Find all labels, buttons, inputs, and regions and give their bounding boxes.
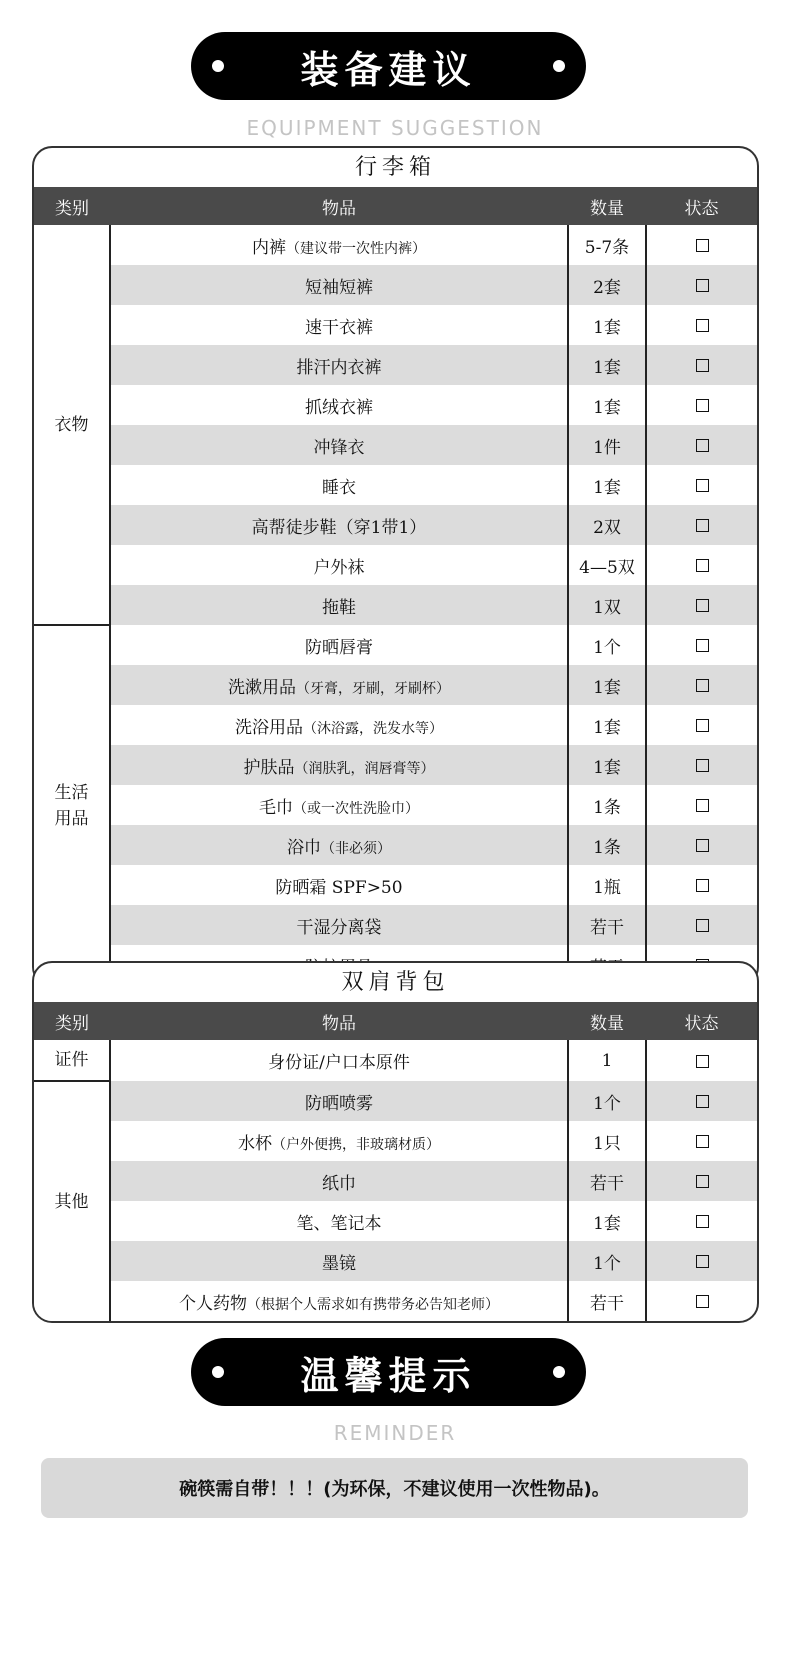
checkbox-icon[interactable] [696,319,709,332]
item-name: 冲锋衣 [313,437,365,458]
table-row [34,705,757,745]
item-cell [110,1081,568,1121]
item-name: 纸巾 [322,1173,356,1194]
item-name: 速干衣裤 [305,317,373,338]
table-row [34,305,757,345]
status-cell [646,1081,757,1121]
item-name: 户外袜 [313,557,365,578]
status-cell [646,305,757,345]
table-title: 行李箱 [354,155,436,180]
table-row [34,625,757,665]
quantity-cell: 1个 [568,1241,646,1281]
quantity-cell: 1双 [568,585,646,625]
item-note: （沐浴露，洗发水等） [303,720,443,737]
item-name: 防晒唇膏 [305,637,373,658]
status-cell [646,385,757,425]
item-name: 浴巾 [287,837,321,858]
status-cell [646,785,757,825]
header-item: 物品 [110,187,568,225]
table-title: 双肩背包 [341,970,450,995]
table-row [34,905,757,945]
table-row [34,385,757,425]
item-name: 毛巾 [259,797,293,818]
item-name: 睡衣 [322,477,356,498]
quantity-cell: 1条 [568,825,646,865]
item-name: 拖鞋 [322,597,356,618]
table-row [34,265,757,305]
header-qty: 数量 [568,187,646,225]
item-cell [110,1201,568,1241]
item-cell [110,465,568,505]
item-note: （润肤乳，润唇膏等） [294,760,435,777]
item-cell [110,705,568,745]
item-note: （建议带一次性内裤） [286,240,426,257]
quantity-cell: 1瓶 [568,865,646,905]
category-cell [34,225,110,625]
status-cell [646,545,757,585]
item-name: 洗漱用品 [228,677,296,698]
checkbox-icon[interactable] [696,1255,709,1268]
item-name: 个人药物 [179,1293,247,1314]
table-row [34,425,757,465]
item-name: 身份证/户口本原件 [268,1053,410,1073]
checkbox-icon[interactable] [696,519,709,532]
checkbox-icon[interactable] [696,359,709,372]
checkbox-icon[interactable] [696,479,709,492]
item-name: 内裤 [252,237,286,258]
status-cell [646,745,757,785]
section-title-pill [191,32,586,100]
status-cell [646,1241,757,1281]
status-cell [646,625,757,665]
luggage-table [34,187,757,985]
quantity-cell: 1套 [568,305,646,345]
item-note: （户外便携，非玻璃材质） [272,1136,440,1153]
item-cell [110,505,568,545]
table-row [34,865,757,905]
item-name: 护肤品 [243,757,295,778]
status-cell [646,225,757,265]
table-row [34,545,757,585]
section-title: 装备建议 [300,47,477,92]
table-row [34,505,757,545]
item-cell [110,1161,568,1201]
status-cell [646,665,757,705]
status-cell [646,265,757,305]
status-cell [646,1121,757,1161]
status-cell [646,1161,757,1201]
table-row [34,345,757,385]
item-cell [110,385,568,425]
status-cell [646,1040,757,1081]
checkbox-icon[interactable] [696,399,709,412]
table-row [34,745,757,785]
quantity-cell: 1套 [568,385,646,425]
status-cell [646,825,757,865]
status-cell [646,465,757,505]
table-row [34,665,757,705]
item-cell [110,825,568,865]
status-cell [646,865,757,905]
item-note: （牙膏，牙刷，牙刷杯） [296,680,450,697]
table-row [34,1201,757,1241]
item-cell [110,1241,568,1281]
item-name: 水杯 [238,1133,272,1154]
dot-icon [553,1366,565,1378]
checkbox-icon[interactable] [696,679,709,692]
item-name: 墨镜 [322,1253,356,1274]
quantity-cell: 1套 [568,665,646,705]
item-cell [110,1121,568,1161]
item-name: 排汗内衣裤 [296,357,382,378]
item-cell [110,865,568,905]
item-note: （或一次性洗脸巾） [293,800,419,817]
item-name: 短袖短裤 [305,277,373,298]
checkbox-icon[interactable] [696,1295,709,1308]
section-title: 温馨提示 [300,1353,477,1398]
dot-icon [212,1366,224,1378]
quantity-cell: 1套 [568,705,646,745]
section-subtitle: EQUIPMENT SUGGESTION [246,116,544,140]
category-label: 其他 [54,1191,89,1212]
header-status: 状态 [646,187,757,225]
item-cell [110,1040,568,1081]
item-cell [110,585,568,625]
item-name: 防晒喷雾 [305,1093,373,1114]
item-name: 抓绒衣裤 [305,397,373,418]
quantity-cell: 5-7条 [568,225,646,265]
category-label: 衣物 [54,414,89,435]
checkbox-icon[interactable] [696,239,709,252]
item-name: 高帮徒步鞋（穿1带1） [251,517,427,538]
item-note: （根据个人需求如有携带务必告知老师） [247,1296,499,1313]
checkbox-icon[interactable] [696,599,709,612]
backpack-table-card [32,961,759,1323]
checkbox-icon[interactable] [696,639,709,652]
checkbox-icon[interactable] [696,1135,709,1148]
category-cell [34,1081,110,1321]
checkbox-icon[interactable] [696,1095,709,1108]
quantity-cell: 1套 [568,745,646,785]
category-label-line: 生活 [54,782,89,803]
quantity-cell: 2双 [568,505,646,545]
table-row [34,225,757,265]
item-cell [110,745,568,785]
table-row [34,785,757,825]
header-item: 物品 [110,1002,568,1040]
category-label [55,780,89,832]
quantity-cell: 若干 [568,1281,646,1321]
checkbox-icon[interactable] [696,719,709,732]
quantity-cell: 若干 [568,905,646,945]
item-cell [110,305,568,345]
checkbox-icon[interactable] [696,759,709,772]
quantity-cell: 若干 [568,1161,646,1201]
item-name: 洗浴用品 [235,717,303,738]
quantity-cell: 1条 [568,785,646,825]
header-qty: 数量 [568,1002,646,1040]
item-cell [110,425,568,465]
checkbox-icon[interactable] [696,839,709,852]
item-cell [110,665,568,705]
table-row [34,825,757,865]
status-cell [646,425,757,465]
item-name: 防晒霜 SPF>50 [275,877,403,898]
item-name: 干湿分离袋 [296,917,382,938]
quantity-cell: 1套 [568,345,646,385]
table-row [34,1121,757,1161]
status-cell [646,905,757,945]
table-row [34,1281,757,1321]
quantity-cell: 1 [568,1040,646,1081]
status-cell [646,1281,757,1321]
checkbox-icon[interactable] [696,799,709,812]
quantity-cell: 1个 [568,1081,646,1121]
quantity-cell: 1套 [568,465,646,505]
quantity-cell: 1套 [568,1201,646,1241]
item-cell [110,225,568,265]
dot-icon [553,60,565,72]
item-cell [110,905,568,945]
table-row [34,1161,757,1201]
quantity-cell: 1件 [568,425,646,465]
header-category: 类别 [34,187,110,225]
checkbox-icon[interactable] [696,279,709,292]
table-row [34,465,757,505]
table-row [34,1040,757,1081]
category-cell [34,1040,110,1081]
category-label-line: 用品 [54,808,89,829]
section-title-pill [191,1338,586,1406]
status-cell [646,585,757,625]
item-cell [110,785,568,825]
luggage-table-card [32,146,759,987]
item-cell [110,345,568,385]
checkbox-icon[interactable] [696,559,709,572]
category-label: 证件 [54,1050,89,1070]
table-row [34,585,757,625]
table-row [34,1241,757,1281]
table-row [34,1081,757,1121]
quantity-cell: 1只 [568,1121,646,1161]
checkbox-icon[interactable] [696,439,709,452]
category-cell [34,625,110,985]
checkbox-icon[interactable] [696,1055,709,1068]
dot-icon [212,60,224,72]
reminder-note: 碗筷需自带！！！(为环保，不建议使用一次性物品)。 [41,1458,748,1518]
header-status: 状态 [646,1002,757,1040]
status-cell [646,705,757,745]
item-cell [110,1281,568,1321]
quantity-cell: 2套 [568,265,646,305]
item-cell [110,625,568,665]
backpack-table [34,1002,757,1321]
quantity-cell: 4—5双 [568,545,646,585]
status-cell [646,505,757,545]
item-cell [110,545,568,585]
quantity-cell: 1个 [568,625,646,665]
checkbox-icon[interactable] [696,879,709,892]
item-cell [110,265,568,305]
checkbox-icon[interactable] [696,919,709,932]
section-subtitle: REMINDER [333,1421,457,1445]
checkbox-icon[interactable] [696,1175,709,1188]
checkbox-icon[interactable] [696,1215,709,1228]
item-note: （非必须） [321,840,391,857]
status-cell [646,1201,757,1241]
header-category: 类别 [34,1002,110,1040]
status-cell [646,345,757,385]
item-name: 笔、笔记本 [296,1213,382,1234]
